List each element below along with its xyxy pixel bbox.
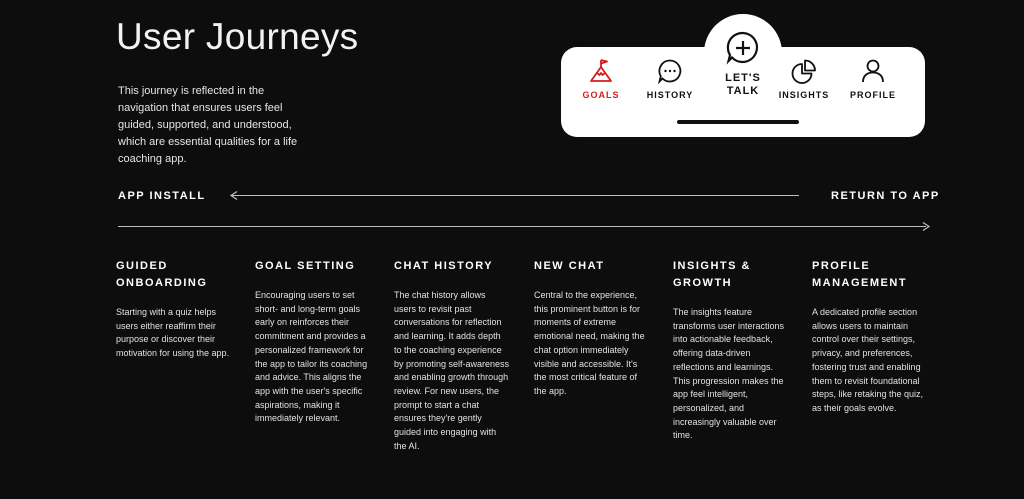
nav-label-profile: PROFILE (849, 90, 896, 100)
step-description: The insights feature transforms user interactions into actionable feedback, offering data-driven reflections and learnings. This progression makes the app feel intelligent, personalized, and increasingly valuable over time. (673, 307, 785, 441)
step-guided-onboarding (116, 258, 232, 361)
step-description: Central to the experience, this prominent button is for moments of extreme emotional need, making the chat option immediately visible and accessible. It's the most critical feature of the app. (534, 290, 645, 396)
nav-item-goals[interactable] (561, 58, 641, 100)
home-indicator (677, 120, 799, 124)
step-new-chat (534, 258, 650, 399)
return-line (232, 195, 799, 196)
user-icon (860, 58, 886, 84)
journey-line (118, 226, 926, 227)
chat-bubble-icon (657, 58, 683, 84)
return-arrow-head-icon (229, 191, 239, 200)
step-insights-growth (673, 258, 789, 443)
nav-label-goals: GOALS (582, 90, 620, 100)
app-install-label: APP INSTALL (118, 190, 206, 202)
step-title: NEW CHAT (534, 260, 605, 272)
step-description: Encouraging users to set short- and long-term goals early on reinforces their commitment and provides a personalized framework for the app to tailor its coaching and advice. This aligns the app with the user's specific aspirations, making it immediately relevant. (255, 290, 368, 424)
step-title: PROFILE MANAGEMENT (812, 260, 908, 289)
step-title: GUIDED ONBOARDING (116, 260, 208, 289)
step-title: INSIGHTS & GROWTH (673, 260, 751, 289)
intro-text: This journey is reflected in the navigation that ensures users feel guided, supported, and understood, which are essential qualities for a life coaching app. (118, 85, 298, 165)
nav-item-insights[interactable] (764, 58, 844, 100)
step-goal-setting (255, 258, 371, 426)
nav-item-profile[interactable] (833, 58, 913, 100)
nav-label-lets-talk: LET'S TALK (725, 72, 761, 97)
journey-arrow-head-icon (921, 222, 931, 231)
step-description: Starting with a quiz helps users either reaffirm their purpose or discover their motivation for using the app. (116, 307, 230, 359)
step-description: A dedicated profile section allows users to maintain control over their settings, privacy, and preferences, fostering trust and enabling them to revisit foundational steps, like retaking the quiz, as their goals evolve. (812, 307, 924, 413)
plus-circle-icon (725, 30, 761, 66)
step-title: GOAL SETTING (255, 260, 356, 272)
page-title: User Journeys (116, 16, 359, 57)
mountain-flag-icon (588, 58, 614, 84)
return-to-app-label: RETURN TO APP (831, 190, 940, 202)
step-title: CHAT HISTORY (394, 260, 494, 272)
pie-chart-icon (791, 58, 817, 84)
nav-label-history: HISTORY (646, 90, 694, 100)
step-description: The chat history allows users to revisit past conversations for reflection and learning. It adds depth to the coaching experience by promoting self-awareness and enabling growth through review. For new users, the prompt to start a chat ensures they're gently guided into engaging with the AI. (394, 290, 510, 451)
step-profile-management (812, 258, 928, 416)
nav-item-history[interactable] (630, 58, 710, 100)
nav-label-insights: INSIGHTS (778, 90, 830, 100)
step-chat-history (394, 258, 510, 453)
